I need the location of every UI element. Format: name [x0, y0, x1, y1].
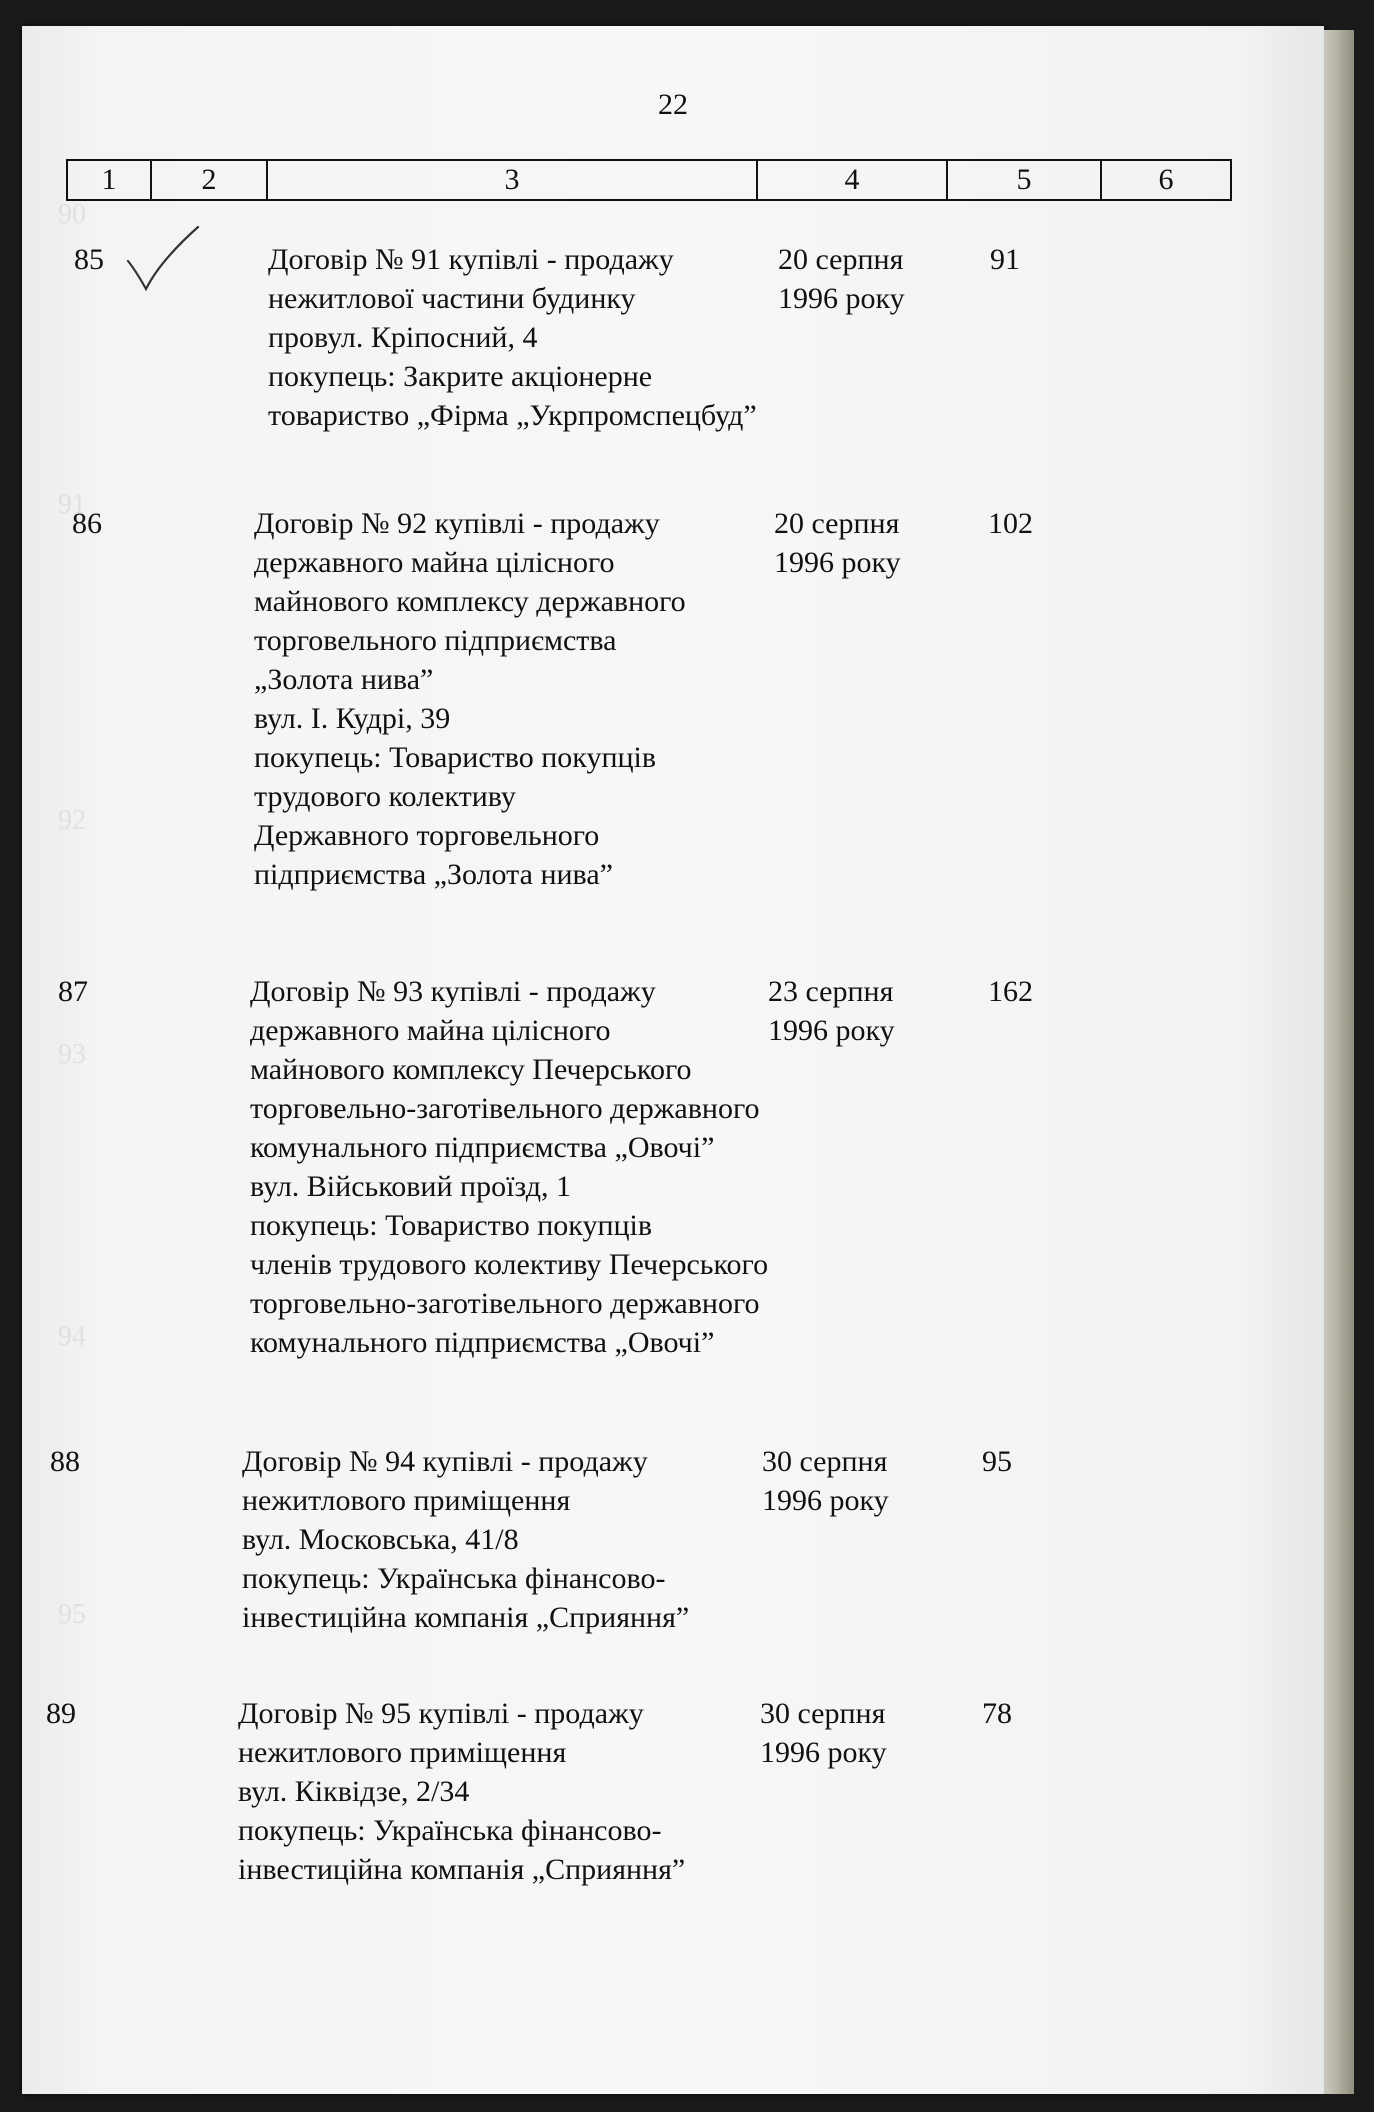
record-description: Договір № 95 купівлі - продажу нежитлового приміщення вул. Кіквідзе, 2/34 покупець: Українська фінансово- інвестиційна компанія „Сприяння”: [238, 1697, 686, 1886]
record-date: 20 серпня 1996 року: [778, 243, 905, 315]
record-description: Договір № 91 купівлі - продажу нежитлової частини будинку провул. Кріпосний, 4 покупець: Закрите акціонерне товариство „Фірма „Укрпромспецбуд”: [268, 243, 757, 432]
bleed-through-text: 90: [58, 199, 86, 230]
handwritten-checkmark-icon: [120, 221, 230, 311]
bleed-through-text: 92: [58, 805, 86, 836]
column-header-3: 3: [267, 160, 757, 200]
record-pages: 91: [990, 243, 1020, 276]
bleed-through-text: 93: [58, 1039, 86, 1070]
record-number: 85: [74, 243, 104, 276]
bleed-through-text: 94: [58, 1321, 86, 1352]
page-number: 22: [658, 88, 688, 121]
record-date: 30 серпня 1996 року: [760, 1697, 887, 1769]
bleed-through-text: 95: [58, 1599, 86, 1630]
record-pages: 162: [988, 975, 1033, 1008]
record-number: 88: [50, 1445, 80, 1478]
record-description: Договір № 93 купівлі - продажу державного майна цілісного майнового комплексу Печерського торговельно-заготівельного державного комунального підприємства „Овочі” вул. Військовий проїзд, 1 покупець: Товариство покупців членів трудового колективу Печерського торговельно-заготівельного державного комунального підприємства „Овочі”: [250, 975, 769, 1359]
column-header-5: 5: [947, 160, 1101, 200]
record-date: 20 серпня 1996 року: [774, 507, 901, 579]
record-number: 86: [72, 507, 102, 540]
record-pages: 78: [982, 1697, 1012, 1730]
column-header-2: 2: [151, 160, 267, 200]
record-date: 30 серпня 1996 року: [762, 1445, 889, 1517]
record-pages: 102: [988, 507, 1033, 540]
column-header-4: 4: [757, 160, 947, 200]
document-page: [22, 26, 1324, 2094]
record-description: Договір № 92 купівлі - продажу державного майна цілісного майнового комплексу державного торговельного підприємства „Золота нива” вул. І. Кудрі, 39 покупець: Товариство покупців трудового колективу Державного торговельного підприємства „Золота нива”: [254, 507, 686, 891]
bleed-through-text: 91: [58, 489, 86, 520]
column-header-table: [66, 159, 1232, 201]
record-pages: 95: [982, 1445, 1012, 1478]
column-header-1: 1: [67, 160, 151, 200]
record-number: 89: [46, 1697, 76, 1730]
binder-edge: [1324, 30, 1354, 2094]
column-header-6: 6: [1101, 160, 1231, 200]
record-description: Договір № 94 купівлі - продажу нежитлового приміщення вул. Московська, 41/8 покупець: Українська фінансово- інвестиційна компанія „Сприяння”: [242, 1445, 690, 1634]
record-number: 87: [58, 975, 88, 1008]
record-date: 23 серпня 1996 року: [768, 975, 895, 1047]
